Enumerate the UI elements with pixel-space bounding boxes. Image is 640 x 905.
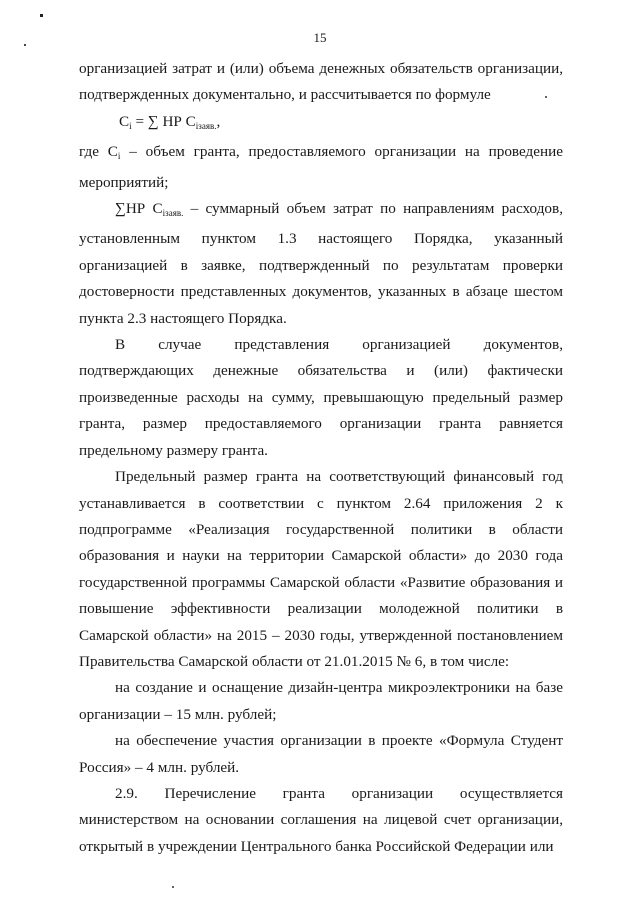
formula-body: = ∑ НР C bbox=[131, 112, 196, 130]
definition-lead: где C bbox=[79, 143, 118, 161]
document-body bbox=[79, 56, 563, 860]
paragraph-definition-sum bbox=[79, 196, 563, 332]
definition-subscript: i bbox=[117, 151, 121, 162]
scan-speck bbox=[172, 886, 174, 888]
definition-lead: ∑НР C bbox=[115, 200, 163, 218]
formula-subscript: iзаяв. bbox=[195, 120, 217, 131]
definition-subscript: iзаяв. bbox=[162, 208, 184, 219]
page-number: 15 bbox=[313, 30, 327, 45]
formula-var: C bbox=[119, 112, 130, 130]
formula bbox=[79, 109, 563, 139]
definition-text: – суммарный объем затрат по направлениям расходов, установленным пунктом 1.3 настоящего Порядка, указанный организацией в заявке, подтвержденный по результатам проверки достоверности представленных документов, указанных в абзаце шестом пункта 2.3 настоящего Порядка. bbox=[79, 200, 563, 327]
paragraph-excess-documents: В случае представления организацией документов, подтверждающих денежные обязательства и (или) фактически произведенные расходы на сумму, превышающую предельный размер гранта, размер предоставляемого организации гранта равняется предельному размеру гранта. bbox=[79, 336, 563, 459]
scan-artifact bbox=[40, 14, 43, 17]
paragraph-design-center: на создание и оснащение дизайн-центра микроэлектроники на базе организации – 15 млн. рублей; bbox=[79, 679, 563, 723]
paragraph-formula-student: на обеспечение участия организации в проекте «Формула Студент Россия» – 4 млн. рублей. bbox=[79, 732, 563, 776]
scan-speck bbox=[545, 96, 547, 98]
paragraph-2-9: 2.9. Перечисление гранта организации осуществляется министерством на основании соглашения на лицевой счет организации, открытый в учреждении Центрального банка Российской Федерации или bbox=[79, 784, 563, 855]
formula-subscript: i bbox=[129, 120, 132, 131]
formula-end: , bbox=[216, 112, 221, 130]
paragraph-continuation: организацией затрат и (или) объема денежных обязательств организации, подтвержденных документально, и рассчитывается по формуле bbox=[79, 60, 563, 104]
definition-text: – объем гранта, предоставляемого организации на проведение мероприятий; bbox=[79, 143, 563, 191]
paragraph-definition-ci bbox=[79, 139, 563, 196]
paragraph-grant-limit: Предельный размер гранта на соответствующий финансовый год устанавливается в соответствии с пунктом 2.64 приложения 2 к подпрограмме «Реализация государственной политики в области образования и науки на территории Самарской области» до 2030 года государственной программы Самарской области «Развитие образования и повышение эффективности реализации молодежной политики в Самарской области» на 2015 – 2030 годы, утвержденной постановлением Правительства Самарской области от 21.01.2015 № 6, в том числе: bbox=[79, 468, 563, 670]
